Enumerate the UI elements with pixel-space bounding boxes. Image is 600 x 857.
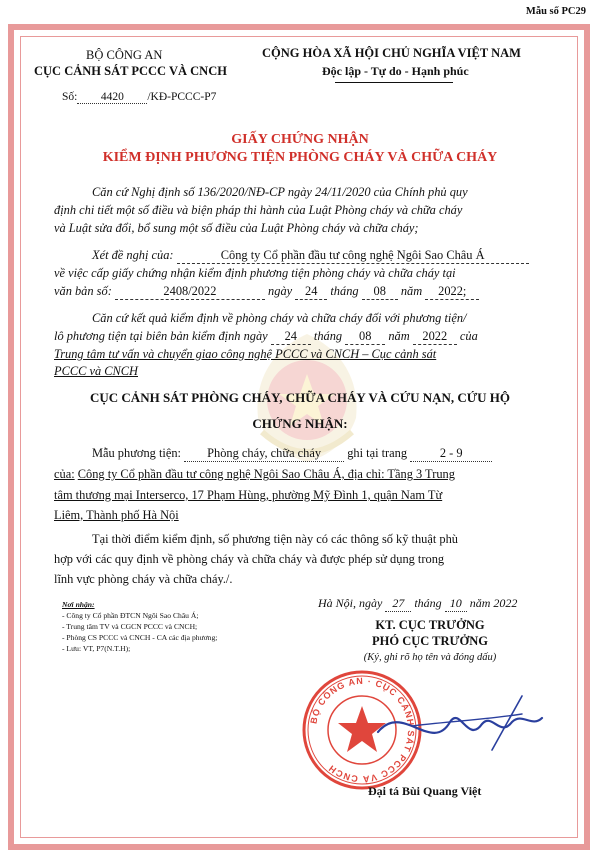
owner-line-1 <box>54 467 455 482</box>
inspection-org-line-1: Trung tâm tư vấn và chuyển giao công nghệ PCCC và CNCH – Cục cảnh sát <box>54 347 437 361</box>
recipient-item: - Trung tâm TV và CGCN PCCC và CNCH; <box>62 622 198 631</box>
certificate-subtitle: KIỂM ĐỊNH PHƯƠNG TIỆN PHÒNG CHÁY VÀ CHỮA CHÁY <box>102 150 498 165</box>
certificate-title: GIẤY CHỨNG NHẬN <box>231 132 369 147</box>
signing-month-label: tháng <box>414 596 442 610</box>
recipient-item: - Phòng CS PCCC và CNCH - CA các địa phương; <box>62 633 218 642</box>
signature-note: (Ký, ghi rõ họ tên và đóng dấu) <box>363 652 497 663</box>
inspection-line-1: Căn cứ kết quả kiểm định về phòng cháy và chữa cháy đối với phương tiện/ <box>92 311 467 325</box>
recipients-heading: Nơi nhận: <box>62 600 95 609</box>
statement-line-1: Tại thời điểm kiểm định, số phương tiện này có các thông số kỹ thuật phù <box>92 532 459 546</box>
owner-line-3: Liêm, Thành phố Hà Nội <box>54 508 179 522</box>
signing-date <box>318 596 517 612</box>
motto-underline <box>335 82 453 83</box>
proposal-month: 08 <box>362 284 398 300</box>
seal-text: BỘ CÔNG AN · CỤC CẢNH SÁT PCCC VÀ CNCH <box>308 675 417 785</box>
proposal-line-2: về việc cấp giấy chứng nhận kiểm định phương tiện phòng cháy và chữa cháy tại <box>54 266 456 280</box>
page-label: ghi tại trang <box>347 446 408 460</box>
proposal-day-label: ngày <box>268 284 293 298</box>
doc-number-prefix: Số: <box>62 91 78 103</box>
basis-line-2: định chi tiết một số điều và biện pháp thi hành của Luật Phòng cháy và chữa cháy <box>54 203 463 217</box>
agency-name: CỤC CẢNH SÁT PCCC VÀ CNCH <box>34 64 227 78</box>
inspection-year-label: năm <box>388 329 410 343</box>
proposal-doc-number: 2408/2022 <box>115 284 265 300</box>
page-value: 2 - 9 <box>410 446 492 462</box>
signer-title-1: KT. CỤC TRƯỞNG <box>375 618 485 632</box>
inspection-date-label: lô phương tiện tại biên bản kiểm định ngày <box>54 329 268 343</box>
signer-name: Đại tá Bùi Quang Việt <box>368 784 482 798</box>
document-number <box>62 91 216 104</box>
proposal-company: Công ty Cổ phần đầu tư công nghệ Ngôi Sao Châu Á <box>177 248 529 264</box>
proposal-year-label: năm <box>400 284 423 298</box>
owner-text-1: Công ty Cổ phần đầu tư công nghệ Ngôi Sao Châu Á, địa chỉ: Tầng 3 Trung <box>77 467 455 481</box>
proposal-year: 2022; <box>425 284 479 300</box>
form-code: Mẫu số PC29 <box>525 6 586 17</box>
ministry-name: BỘ CÔNG AN <box>86 48 163 62</box>
proposal-day: 24 <box>295 284 327 300</box>
inspection-line-2 <box>54 329 478 345</box>
inspection-of-label: của <box>459 329 478 343</box>
signer-title-2: PHÓ CỤC TRƯỞNG <box>372 634 488 648</box>
inspection-month-label: tháng <box>313 329 343 343</box>
issuing-org-heading: CỤC CẢNH SÁT PHÒNG CHÁY, CHỮA CHÁY VÀ CỨU NẠN, CỨU HỘ <box>90 390 510 405</box>
statement-line-3: lĩnh vực phòng cháy và chữa cháy./. <box>54 572 233 586</box>
recipient-item: - Công ty Cổ phần ĐTCN Ngôi Sao Châu Á; <box>62 611 199 620</box>
inspection-month: 08 <box>345 329 385 345</box>
recipient-item: - Lưu: VT, P7(N.T.H); <box>62 644 131 653</box>
certify-heading: CHỨNG NHẬN: <box>252 416 348 431</box>
national-motto: Độc lập - Tự do - Hạnh phúc <box>322 64 469 78</box>
signing-year: năm 2022 <box>469 596 518 610</box>
signing-place: Hà Nội, ngày <box>318 596 383 610</box>
republic-name: CỘNG HÒA XÃ HỘI CHỦ NGHĨA VIỆT NAM <box>262 46 521 60</box>
handwritten-signature <box>372 692 552 762</box>
basis-line-1: Căn cứ Nghị định số 136/2020/NĐ-CP ngày 24/11/2020 của Chính phủ quy <box>92 185 468 199</box>
signing-month: 10 <box>445 596 467 612</box>
proposal-month-label: tháng <box>330 284 359 298</box>
signing-day: 27 <box>385 596 411 612</box>
inspection-year: 2022 <box>413 329 457 345</box>
owner-of-label: của: <box>54 467 75 481</box>
sample-line <box>92 446 492 462</box>
proposal-label: Xét đề nghị của: <box>92 248 174 262</box>
inspection-day: 24 <box>271 329 311 345</box>
proposal-line-1 <box>92 248 529 264</box>
sample-value: Phòng cháy, chữa cháy <box>184 446 344 462</box>
owner-line-2: tâm thương mại Interserco, 17 Phạm Hùng, phường Mỹ Đình 1, quận Nam Từ <box>54 488 443 502</box>
doc-number-value: 4420 <box>77 91 147 104</box>
proposal-doc-label: văn bản số: <box>54 284 112 298</box>
doc-number-suffix: /KĐ-PCCC-P7 <box>147 91 217 103</box>
statement-line-2: hợp với các quy định về phòng cháy và chữa cháy và được phép sử dụng trong <box>54 552 445 566</box>
proposal-line-3 <box>54 284 479 300</box>
sample-label: Mẫu phương tiện: <box>92 446 181 460</box>
inspection-org-line-2: PCCC và CNCH <box>54 364 138 378</box>
basis-line-3: và Luật sửa đổi, bổ sung một số điều của Luật Phòng cháy và chữa cháy; <box>54 221 419 235</box>
